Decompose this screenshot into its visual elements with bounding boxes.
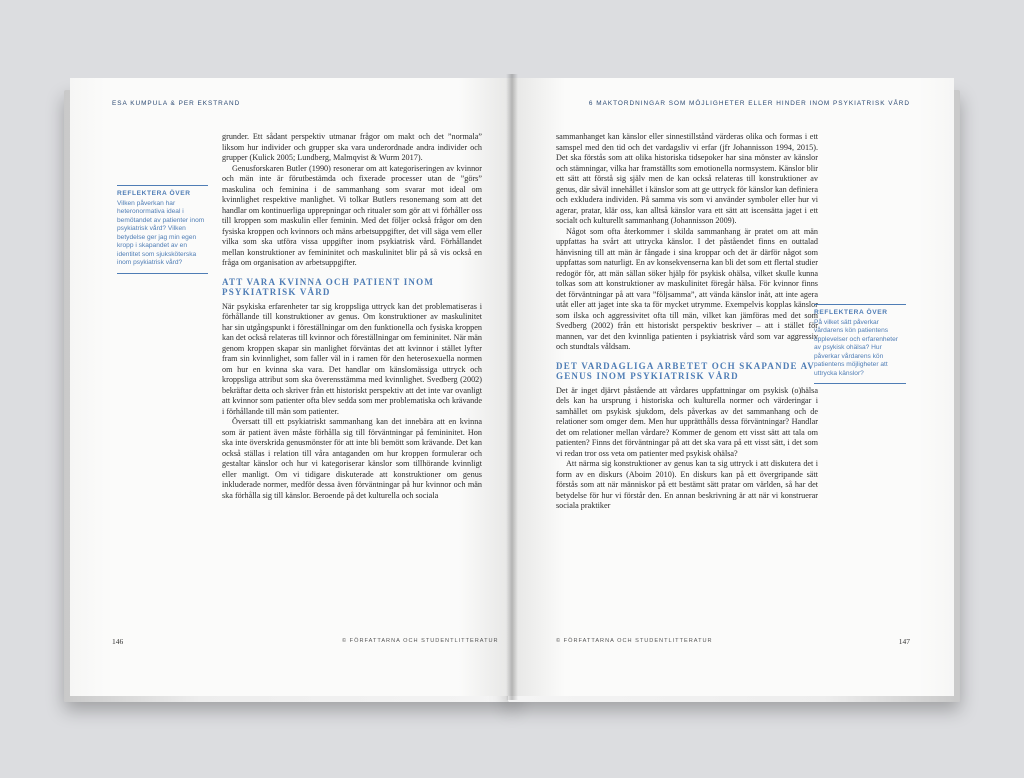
right-section-heading: DET VARDAGLIGA ARBETET OCH SKAPANDE AV GENUS INOM PSYKIATRISK VÅRD [556,360,815,381]
right-reflect-box [814,304,906,384]
right-paragraph: sammanhanget kan känslor eller sinnestillstånd värderas olika och formas i ett samspel med den tid och det vardagsliv vi erfar (jfr Johannisson 1994, 2015). Det ska förstås som att olika historiska tidsepoker har sina mönster av känslor och stämningar, vilka har framställts som emotionella normsystem. Känslor blir ett sätt att förstå sig själv men de kan också relateras till konstruktioner av genus, där såväl innehållet i känslor som att ge uttryck för känslor kan definiera och exkludera individen. På samma vis som vi använder symboler eller hur vi agerar, pratar, klär oss, kan alltså känslor vara ett sätt att iscensätta jaget i ett socialt och kulturellt sammanhang (Johannisson 2009). [556,132,818,225]
left-section-heading: ATT VARA KVINNA OCH PATIENT INOM PSYKIATRISK VÅRD [222,276,435,297]
left-paragraph: grunder. Ett sådant perspektiv utmanar frågor om makt och det ”normala” liksom hur individer och grupper ska vara underordnade andra individer och grupper (Kulick 2005; Lundberg, Malmqvist & Wurm 2017). [222,132,482,162]
left-paragraph: När psykiska erfarenheter tar sig kroppsliga uttryck kan det problematiseras i förhållande till konstruktioner av genus. Om konstruktioner av maskulinitet har sin utgångspunkt i föreställningar om den funktionella och fysiska kroppen kan det också relateras till kvinnor och föreställningar om femininitet. När män genom kroppen skapar sin manlighet förväntas det att kvinnor i stället lyfter fram sin kvinnlighet, som faller väl in i ramen för den heterosexuella normen om hur en kvinna ska vara. Det handlar om känslomässiga uttryck och kroppsliga attribut som ska överensstämma med kvinnlighet. Svedberg (2002) bekräftar detta och skriver från ett historiskt perspektiv att det inte var ovanligt att kvinnor som patienter ofta blev sedda som mer problematiska och krävande i förhållande till män som patienter. [222,301,482,416]
right-paragraph: Det är inget djärvt påstående att vårdares uppfattningar om psykisk (o)hälsa dels kan ha ursprung i historiska och kulturella normer och värderingar i samhället om psykisk sjukdom, dels påverkas av det sammanhang och de relationer som omger dem. Men hur upprätthålls dessa förväntningar? Handlar det om relationer mellan vårdare? Kommer de genom ett visst sätt att tala om patienten? Finns det förväntningar på att det ska vara på ett visst sätt, i det som vi redan tror oss veta om patienter med psykisk ohälsa? [556,385,818,458]
left-reflect-text: Vilken påverkan har heteronormativa ideal i bemötandet av patienter inom psykiatrisk vård? Vilken betydelse ger jag min egen kropp i skapandet av en identitet som sjuksköterska inom psykiatrisk vård? [117,199,205,266]
right-text-column [556,132,818,512]
left-running-head: ESA KUMPULA & PER EKSTRAND [112,100,241,107]
right-page [512,78,954,696]
right-copyright: © FÖRFATTARNA OCH STUDENTLITTERATUR [556,638,713,644]
right-paragraph: Något som ofta återkommer i skilda sammanhang är pratet om att män uppfattas ha svårt att uttrycka känslor. I det påståendet finns en outtalad hänvisning till att män är fångade i sina kroppar och det är därför något som uppfattas som naturligt. En av konsekvenserna kan bli det som ett flertal studier redogör för, att män sällan söker hjälp för psykisk ohälsa, vilket skulle kunna tolkas som att konstruktioner av maskulinitet föregår hälsa. För kvinnor finns det förväntningar på att vara ”följsamma”, att vända känslor inåt, att inte agera utåt eller att jaget inte ska ta för mycket utrymme. Exempelvis kopplas känslor som ilska och aggressivitet ofta till män, vilket kan jämföras med det som Svedberg (2002) från ett historiskt perspektiv beskriver – att i stället för mannen, var det den kvinnliga patienten i psykiatrisk vård som var aggressiv och stundtals våldsam. [556,226,818,351]
book-gutter-shadow [506,74,518,700]
right-page-number: 147 [898,637,910,646]
left-reflect-title: REFLEKTERA ÖVER [117,190,191,197]
left-paragraph: Genusforskaren Butler (1990) resonerar om att kategoriseringen av kvinnor och män inte är förutbestämda och fixerade processer utan de ”görs” maskulina och feminina i de sammanhang som svarar mot ideal om kvinnlighet respektive manlighet. Vi tolkar Butlers resonemang som att det handlar om kontinuerliga upprepningar och ritualer som gör att vi förhåller oss till kroppen som maskulin eller feminin. Med det följer också frågor om den fysiska kroppen och kvinnors och mäns arbetsuppgifter, det vill säga vem eller vilka som ska utföra vissa uppgifter inom psykiatrisk vård. Förhållandet mellan konstruktioner av femininitet och maskulinitet blir på så vis också en fråga om organisation av arbetsuppgifter. [222,163,482,267]
left-reflect-box [117,185,208,274]
right-running-head: 6 MAKTORDNINGAR SOM MÖJLIGHETER ELLER HINDER INOM PSYKIATRISK VÅRD [588,100,910,107]
right-reflect-text: På vilket sätt påverkar vårdarens kön patientens upplevelser och erfarenheter av psykisk ohälsa? Hur påverkar vårdarens kön patientens möjligheter att uttrycka känslor? [814,318,898,377]
left-copyright: © FÖRFATTARNA OCH STUDENTLITTERATUR [342,638,499,644]
right-reflect-title: REFLEKTERA ÖVER [814,309,888,316]
left-page [70,78,512,696]
left-paragraph: Översatt till ett psykiatriskt sammanhang kan det innebära att en kvinna som är patient även måste förhålla sig till förväntningar på femininitet. Hon ska inte överskrida genusmönster för att inte bli bemött som krävande. Det kan också ställas i relation till våra antaganden om hur kroppen formulerar och gestaltar känslor och hur vi kategoriserar känslor som tillhörande kvinnligt eller manligt. Om vi tidigare diskuterade att konstruktioner om genus inkluderade normer, medför dessa även förväntningar på hur kvinnor och män ska förhålla sig till känslor. Beroende på det kulturella och sociala [222,417,482,500]
left-text-column [222,132,482,501]
left-page-number: 146 [112,637,124,646]
right-paragraph: Att närma sig konstruktioner av genus kan ta sig uttryck i att diskutera det i form av en diskurs (Aboim 2010). En diskurs kan på ett övergripande sätt förstås som att när människor på ett bestämt sätt pratar om världen, så har det betydelse för hur vi förstår den. En annan beskrivning är att när vi konstruerar sociala praktiker [556,459,818,510]
